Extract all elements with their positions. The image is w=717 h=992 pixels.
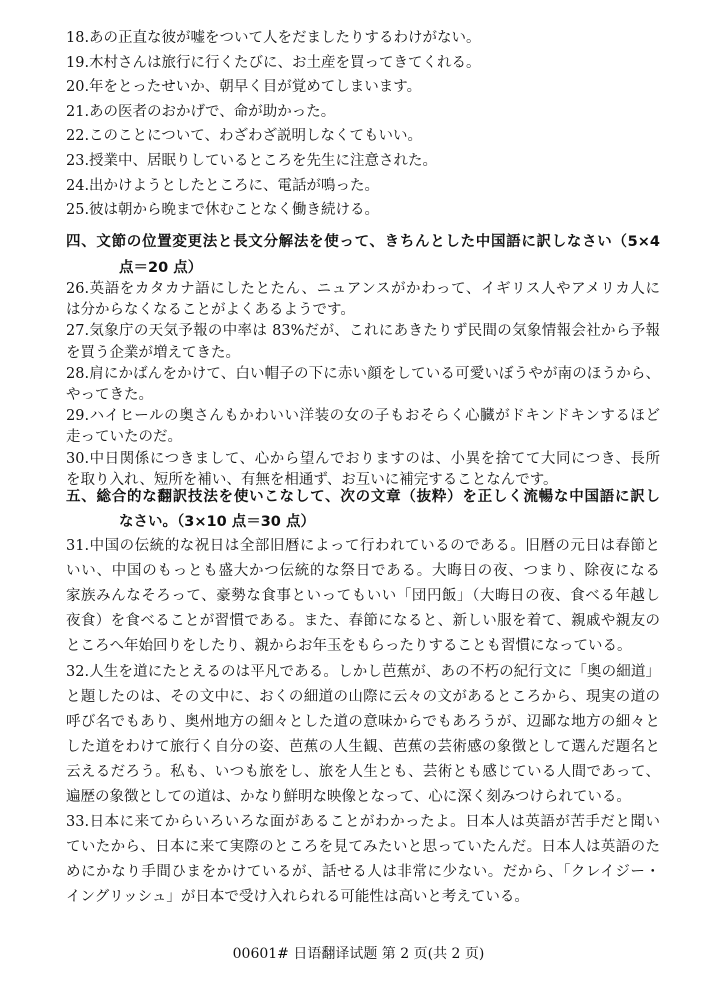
passage-line: した道をわけて旅行く自分の姿、芭蕉の人生観、芭蕉の芸術感の象徴として選んだ題名と (66, 738, 660, 755)
passage-line: 32.人生を道にたとえるのは平凡である。しかし芭蕉が、あの不朽の紀行文に「奥の細道」 (66, 663, 660, 680)
page-footer: 00601# 日语翻译试题 第 2 页(共 2 页) (232, 946, 485, 962)
question-line: 30.中日関係につきまして、心から望んでおりますのは、小異を捨てて大同につき、長所 (66, 450, 660, 467)
question-line: やってきた。 (66, 387, 153, 403)
section-heading-cont: なさい。（3×10 点＝30 点） (119, 514, 315, 530)
passage-line: 遍歴の象徴としての道は、かなり鮮明な映像となって、心に深く刻みつけられている。 (66, 789, 631, 805)
section-heading: 四、文節の位置変更法と長文分解法を使って、きちんとした中国語に訳しなさい（5×4 (66, 234, 660, 250)
passage-line: 33.日本に来てからいろいろな面があることがわかったよ。日本人は英語が苦手だと聞い (66, 814, 660, 831)
question-item: 20.年をとったせいか、朝早く目が覚めてしまいます。 (66, 79, 422, 96)
passage-line: ところへ年始回りをしたり、親からお年玉をもらったりすることも習慣になっている。 (66, 638, 632, 655)
passage-line: 夜食）を食べることが習慣である。また、春節になると、新しい服を着て、親戚や親友の (66, 613, 660, 630)
question-item: 24.出かけようとしたところに、電話が鳴った。 (66, 177, 380, 194)
question-item: 21.あの医者のおかげで、命が助かった。 (66, 103, 336, 120)
question-item: 23.授業中、居眠りしているところを先生に注意された。 (66, 153, 438, 169)
section-heading-cont: 点＝20 点） (119, 260, 203, 276)
question-line: 走っていたのだ。 (66, 429, 182, 446)
section-heading: 五、総合的な翻訳技法を使いこなして、次の文章（抜粋）を正しく流暢な中国語に訳し (66, 489, 660, 505)
question-item: 19.木村さんは旅行に行くたびに、お土産を買ってきてくれる。 (66, 54, 481, 71)
question-line: を買う企業が増えてきた。 (66, 344, 240, 361)
passage-line: イングリッシュ」が日本で受け入れられる可能性は高いと考えている。 (66, 889, 529, 906)
question-line: は分からなくなることがよくあるようです。 (66, 302, 355, 319)
passage-line: 呼び名でもあり、奥州地方の細々とした道の意味からでもあろうが、辺鄙な地方の細々と (66, 713, 660, 730)
question-line: 27.気象庁の天気予報の中率は 83%だが、これにあきたりず民間の気象情報会社から予報 (66, 323, 660, 340)
question-item: 22.このことについて、わざわざ説明しなくてもいい。 (66, 128, 422, 145)
passage-line: 31.中国の伝統的な祝日は全部旧暦によって行われているのである。旧暦の元日は春節と (66, 538, 660, 554)
passage-line: と題したのは、その文中に、おくの細道の山際に云々の文があるところから、現実の道の (66, 688, 660, 705)
passage-line: いい、中国のもっとも盛大かつ伝統的な祭日である。大晦日の夜、つまり、除夜になる (66, 563, 660, 580)
question-line: 28.肩にかばんをかけて、白い帽子の下に赤い顔をしている可愛いぼうやが南のほうから、 (66, 365, 660, 382)
passage-line: 家族みんなそろって、豪勢な食事といってもいい「団円飯」（大晦日の夜、食べる年越し (66, 588, 660, 605)
question-line: 26.英語をカタカナ語にしたとたん、ニュアンスがかわって、イギリス人やアメリカ人に (66, 281, 660, 297)
question-item: 18.あの正直な彼が嘘をついて人をだましたりするわけがない。 (66, 30, 481, 46)
question-item: 25.彼は朝から晩まで休むことなく働き続ける。 (66, 202, 380, 219)
question-line: を取り入れ、短所を補い、有無を相通ず、お互いに補完することなんです。 (66, 471, 558, 488)
passage-line: ていたから、日本に来て実際のところを見てみたいと思っていたんだ。日本人は英語のた (66, 839, 660, 856)
passage-line: 云えるだろう。私も、いつも旅をし、旅を人生とも、芸術とも感じている人間であって、 (66, 763, 660, 780)
passage-line: めにかなり手間ひまをかけているが、話せる人は非常に少ない。だから、「クレイジー・ (66, 864, 660, 881)
question-line: 29.ハイヒールの奥さんもかわいい洋装の女の子もおそらく心臓がドキンドキンするほど (66, 408, 660, 425)
